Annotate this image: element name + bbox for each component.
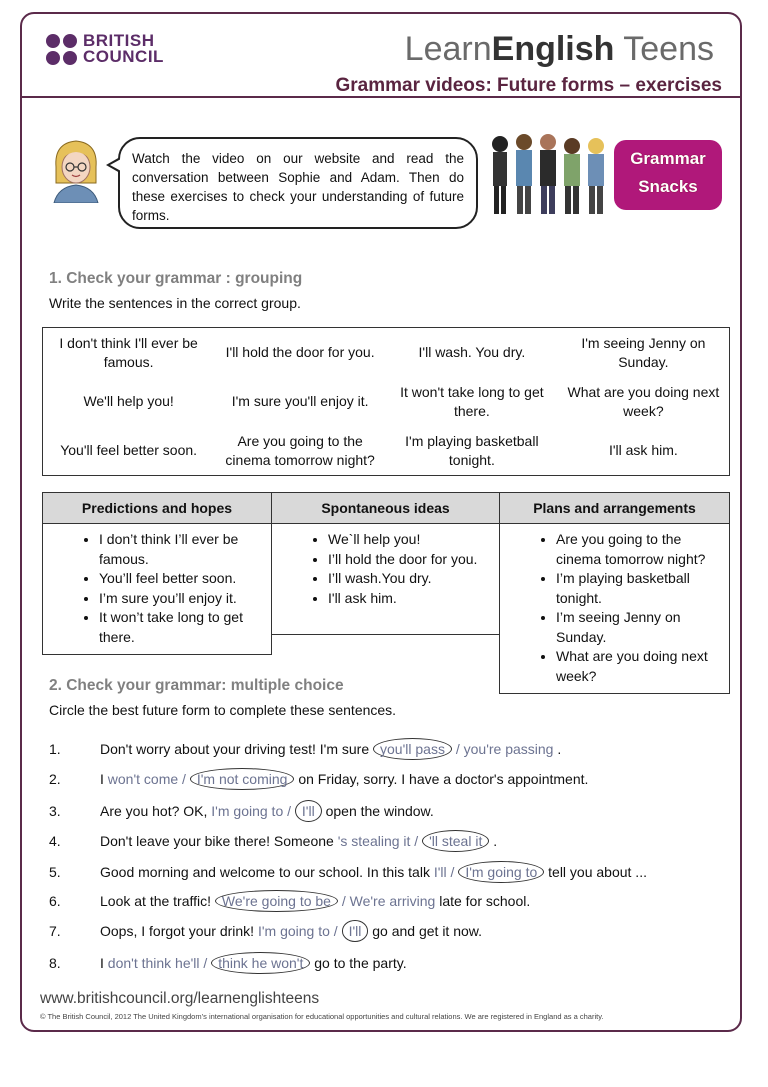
list-item: • I don’t think I’ll ever be famous. [99,530,271,569]
grid-cell: I'll hold the door for you. [225,344,375,360]
option-a[interactable]: We're going to be [215,890,338,912]
snacks-line-2: Snacks [638,177,698,196]
footer-copyright: © The British Council, 2012 The United Kingdom’s international organisation for educational opportunities and cultural relations. We are registered in England as a charity. [40,1012,604,1021]
question-number: 7. [49,923,61,939]
group-predictions [42,492,272,655]
question-ending: on Friday, sorry. I have a doctor's appointment. [294,771,589,787]
option-b[interactable]: We're arriving [349,893,436,909]
option-b[interactable]: I'll [295,800,322,822]
question-stem: I [100,771,108,787]
grid-cell: Are you going to the cinema tomorrow night? [225,432,375,468]
question-row [49,864,729,886]
list-item: • I'll ask him. [328,589,499,609]
header-divider [20,96,742,98]
logo-line-1: BRITISH [83,31,155,50]
section-2-instruction: Circle the best future form to complete these sentences. [49,702,397,718]
question-number: 1. [49,741,61,757]
option-b[interactable]: I'm going to [458,861,544,883]
grammar-snacks-badge [614,140,722,210]
grid-cell: It won't take long to get there. [400,383,544,419]
question-row [49,893,729,915]
option-separator: / [410,833,423,849]
option-b[interactable]: you're passing [463,741,554,757]
question-ending: open the window. [321,803,434,819]
grid-cell: What are you doing next week? [567,383,720,419]
section-1-title: 1. Check your grammar : grouping [49,270,303,287]
list-item: • It won’t take long to get there. [99,608,271,647]
list-item: • I’ll wash.You dry. [328,569,499,589]
group-plans [499,492,730,694]
grid-cell: I'm playing basketball tonight. [405,432,539,468]
group-spontaneous [271,492,500,635]
brand-learn: Learn [404,30,492,68]
learnenglish-teens-brand [405,30,714,69]
question-text [100,864,647,880]
grid-cell: I'm sure you'll enjoy it. [231,393,369,409]
option-a[interactable]: I'm going to [257,923,330,939]
question-row [49,923,729,945]
grid-cell: You'll feel better soon. [60,442,198,458]
question-ending: go and get it now. [368,923,483,939]
option-a[interactable]: don't think he'll [107,955,200,971]
question-stem: I [100,955,108,971]
page-subtitle: Grammar videos: Future forms – exercises [335,75,722,96]
question-number: 5. [49,864,61,880]
grid-cell: I'm seeing Jenny on Sunday. [581,334,706,370]
question-number: 4. [49,833,61,849]
question-row [49,803,729,825]
grid-row [43,426,730,476]
question-number: 6. [49,893,61,909]
question-ending: tell you about ... [544,864,647,880]
question-text [100,833,497,849]
section-2-title: 2. Check your grammar: multiple choice [49,677,344,694]
option-separator: / [451,741,464,757]
option-b[interactable]: think he won't [211,952,310,974]
question-number: 3. [49,803,61,819]
question-text [100,955,407,971]
sentence-grid [42,327,730,476]
grid-row [43,377,730,426]
question-stem: Good morning and welcome to our school. In this talk [100,864,434,880]
list-item: • I’m sure you’ll enjoy it. [99,589,271,609]
group-heading: Predictions and hopes [43,493,271,524]
list-item: • I’m seeing Jenny on Sunday. [556,608,729,647]
intro-speech-bubble: Watch the video on our website and read the conversation between Sophie and Adam. Then do these exercises to check your understanding of future forms. [118,137,478,229]
list-item: • You’ll feel better soon. [99,569,271,589]
option-a[interactable]: you'll pass [373,738,452,760]
question-row [49,771,729,793]
grid-cell: We'll help you! [83,393,174,409]
question-text [100,741,561,757]
group-heading: Spontaneous ideas [272,493,499,524]
question-ending: . [489,833,498,849]
list-item: • I’ll hold the door for you. [328,550,499,570]
option-a[interactable]: 's stealing it [337,833,411,849]
option-a[interactable]: I'll [433,864,447,880]
question-stem: Look at the traffic! [100,893,215,909]
question-number: 8. [49,955,61,971]
question-text [100,923,482,939]
question-ending: late for school. [435,893,531,909]
option-separator: / [178,771,190,787]
logo-line-2: COUNCIL [83,47,164,66]
sophie-avatar-icon [48,137,104,203]
option-b[interactable]: 'll steal it [422,830,489,852]
section-1-instruction: Write the sentences in the correct group. [49,295,301,311]
option-b[interactable]: I'll [342,920,369,942]
question-row [49,741,729,763]
option-separator: / [283,803,295,819]
grid-cell: I don't think I'll ever be famous. [59,334,198,370]
british-council-logo [46,33,164,65]
option-separator: / [337,893,350,909]
list-item: • What are you doing next week? [556,647,729,686]
option-separator: / [446,864,459,880]
question-number: 2. [49,771,61,787]
question-row [49,955,729,977]
list-item: • We`ll help you! [328,530,499,550]
question-stem: Oops, I forgot your drink! [100,923,258,939]
question-stem: Don't leave your bike there! Someone [100,833,338,849]
grid-cell: I'll ask him. [608,442,678,458]
question-ending: . [553,741,562,757]
logo-dots-icon [46,34,77,65]
option-separator: / [329,923,342,939]
footer-url: www.britishcouncil.org/learnenglishteens [40,990,320,1007]
brand-english: English [491,30,615,68]
question-stem: Are you hot? OK, [100,803,212,819]
grammar-snacks-characters-icon [486,130,616,218]
option-b[interactable]: I'm not coming [190,768,295,790]
brand-teens: Teens [614,30,714,68]
group-heading: Plans and arrangements [500,493,729,524]
grid-cell: I'll wash. You dry. [418,344,526,360]
list-item: • Are you going to the cinema tomorrow night? [556,530,729,569]
option-separator: / [199,955,212,971]
question-text [100,803,434,819]
question-stem: Don't worry about your driving test! I'm sure [100,741,374,757]
option-a[interactable]: I'm going to [211,803,284,819]
grid-row [43,328,730,378]
question-ending: go to the party. [310,955,407,971]
option-a[interactable]: won't come [107,771,179,787]
list-item: • I’m playing basketball tonight. [556,569,729,608]
question-text [100,771,588,787]
question-text [100,893,530,909]
snacks-line-1: Grammar [630,149,706,168]
question-row [49,833,729,855]
